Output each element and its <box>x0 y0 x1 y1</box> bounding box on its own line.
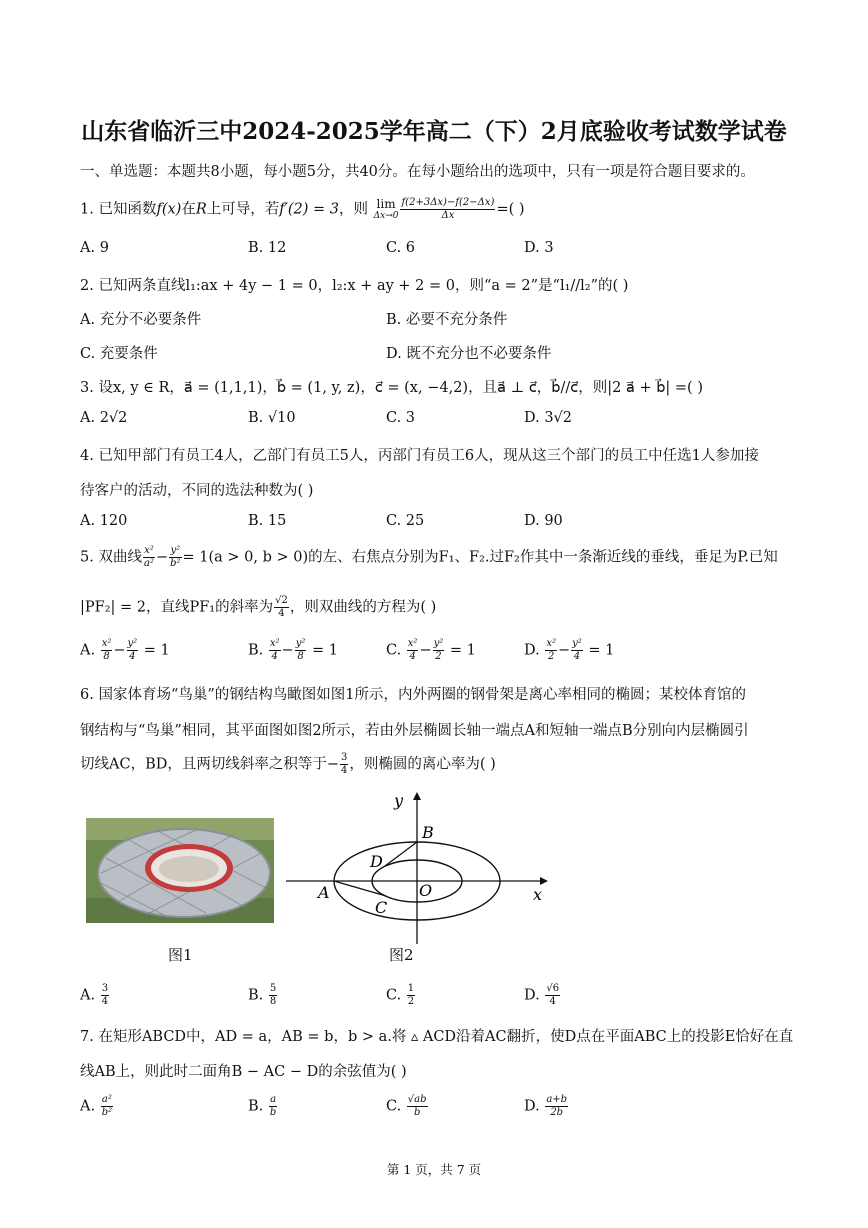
frac-num: 3 <box>341 752 348 763</box>
frac-den: b² <box>170 558 181 569</box>
q5-option-c[interactable]: C. $\frac{\text{x²}}{4}$ − $\frac{\text{y²}}{2}$ = 1 <box>386 638 476 662</box>
q1-condition: f′(2) = 3 <box>279 201 340 218</box>
opt-eq: = 1 <box>311 642 338 659</box>
frac-den: 2b <box>550 1107 564 1118</box>
q6-text: 切线AC，BD，且两切线斜率之积等于− <box>80 756 339 773</box>
q5-text: |PF₂| = 2，直线PF₁的斜率为 <box>80 599 274 616</box>
frac <box>295 638 307 663</box>
frac-num: y² <box>127 638 138 649</box>
opt-eq: = 1 <box>143 642 170 659</box>
opt-label: D. <box>524 642 540 659</box>
frac-num: √6 <box>546 983 560 994</box>
frac-den: a² <box>143 558 154 569</box>
q6-option-a[interactable] <box>80 983 110 1008</box>
label-B: B <box>422 823 434 842</box>
question-7-line-2: 线AB上，则此时二面角B − AC − D的余弦值为( ) <box>80 1064 407 1080</box>
frac-num: 1 <box>407 983 415 994</box>
q5-slope <box>274 595 289 620</box>
frac-num: a² <box>101 1094 112 1105</box>
question-6-line-1: 6. 国家体育场“鸟巢”的钢结构鸟瞰图如图1所示，内外两圈的钢骨架是离心率相同的椭圆；某校体育馆的 <box>80 687 746 703</box>
q4-option-b[interactable]: B. 15 <box>248 513 287 529</box>
label-x: x <box>533 885 543 904</box>
q4-option-a[interactable]: A. 120 <box>80 513 128 529</box>
frac-den: 4 <box>271 651 278 662</box>
frac-num: a <box>270 1094 277 1105</box>
figure-2-caption: 图2 <box>389 946 414 964</box>
opt-label: B. <box>248 1098 264 1115</box>
q1-text: ，则 <box>339 201 369 218</box>
q1-tail: =( ) <box>496 201 525 218</box>
q6-text: ，则椭圆的离心率为( ) <box>349 756 496 773</box>
frac-den: 4 <box>101 996 109 1007</box>
q1-text: 在 <box>181 201 196 218</box>
frac <box>545 638 557 663</box>
q5-frac-y <box>169 545 181 570</box>
question-5-line-2 <box>80 595 436 620</box>
frac-den: b <box>269 1107 277 1118</box>
figure-1-caption: 图1 <box>168 946 193 964</box>
frac <box>545 983 560 1008</box>
page-title: 山东省临沂三中2024-2025学年高二（下）2月底验收考试数学试卷 <box>81 118 787 145</box>
frac-den: 4 <box>341 765 348 776</box>
frac <box>269 638 281 663</box>
frac-den: 4 <box>549 996 556 1007</box>
q1-fraction <box>400 197 495 222</box>
frac-den: 8 <box>297 651 304 662</box>
frac <box>101 983 109 1008</box>
question-5-line-1 <box>80 545 778 570</box>
label-O: O <box>419 881 433 900</box>
frac-num: a+b <box>546 1094 568 1105</box>
q5-option-a[interactable]: A. $\frac{\text{x²}}{8}$ − $\frac{\text{y²}}{4}$ = 1 <box>80 638 170 662</box>
frac-num: y² <box>170 545 181 556</box>
frac-num: x² <box>144 545 154 556</box>
frac <box>545 1094 568 1119</box>
question-4-line-2: 待客户的活动，不同的选法种数为( ) <box>80 483 314 499</box>
q3-option-d[interactable]: D. 3√2 <box>524 410 573 426</box>
frac-num: y² <box>433 638 444 649</box>
q6-option-c[interactable] <box>386 983 416 1008</box>
q1-text: 1. 已知函数 <box>80 201 157 218</box>
q2-option-c[interactable]: C. 充要条件 <box>80 346 158 362</box>
q4-option-d[interactable]: D. 90 <box>524 513 563 529</box>
q1-fx: f(x) <box>156 201 182 218</box>
label-y: y <box>394 791 404 810</box>
frac-num: x² <box>407 638 418 649</box>
q2-option-b[interactable]: B. 必要不充分条件 <box>386 312 508 328</box>
q3-option-c[interactable]: C. 3 <box>386 410 416 426</box>
frac-num: y² <box>295 638 306 649</box>
label-C: C <box>375 898 388 917</box>
tangent-AC <box>334 881 386 896</box>
question-2-stem: 2. 已知两条直线l₁:ax + 4y − 1 = 0，l₂:x + ay + 2 = 0，则“a = 2”是“l₁//l₂”的( ) <box>80 278 629 294</box>
q7-option-d[interactable] <box>524 1094 569 1119</box>
stadium-photo <box>86 818 274 923</box>
q5-option-d[interactable]: D. $\frac{\text{x²}}{2}$ − $\frac{\text{y²}}{4}$ = 1 <box>524 638 615 662</box>
frac-den: 2 <box>435 651 442 662</box>
page-footer: 第 1 页，共 7 页 <box>386 1162 482 1177</box>
q5-option-b[interactable]: B. $\frac{\text{x²}}{4}$ − $\frac{\text{y²}}{8}$ = 1 <box>248 638 338 662</box>
frac-num: f(2+3Δx)−f(2−Δx) <box>401 197 495 208</box>
opt-label: C. <box>386 1098 402 1115</box>
frac-den: b² <box>101 1107 113 1118</box>
x-arrow-icon <box>540 877 548 885</box>
q5-frac-x <box>143 545 155 570</box>
frac-num: x² <box>269 638 280 649</box>
q1-R: R <box>195 201 207 218</box>
opt-label: C. <box>386 987 402 1004</box>
opt-label: B. <box>248 642 264 659</box>
ellipse-diagram <box>282 788 552 948</box>
q2-option-d[interactable]: D. 既不充分也不必要条件 <box>386 346 552 362</box>
opt-label: A. <box>80 1098 96 1115</box>
opt-eq: = 1 <box>449 642 476 659</box>
frac-den: Δx <box>441 210 455 221</box>
frac-den: 8 <box>103 651 110 662</box>
opt-label: D. <box>524 1098 540 1115</box>
lim-label: lim <box>376 196 396 211</box>
q7-option-c[interactable] <box>386 1094 429 1119</box>
lim-sub: Δx→0 <box>373 210 399 221</box>
frac-den: b <box>413 1107 421 1118</box>
frac-num: x² <box>546 638 556 649</box>
question-6-line-2: 钢结构与“鸟巢”相同，其平面图如图2所示，若由外层椭圆长轴一端点A和短轴一端点B分别向内层椭圆引 <box>80 723 749 739</box>
q6-option-b[interactable] <box>248 983 278 1008</box>
frac <box>269 983 277 1008</box>
frac-den: 4 <box>278 608 285 619</box>
question-6-line-3 <box>80 752 496 777</box>
frac-den: 2 <box>407 996 415 1007</box>
opt-label: C. <box>386 642 402 659</box>
opt-eq: = 1 <box>588 642 615 659</box>
frac <box>433 638 445 663</box>
opt-label: B. <box>248 987 264 1004</box>
question-3-stem: 3. 设x, y ∈ R，a⃗ = (1,1,1)，b⃗ = (1, y, z)，c⃗ = (x, −4,2)，且a⃗ ⊥ c⃗，b⃗//c⃗，则|2 a⃗ + b⃗| =( ) <box>80 380 703 396</box>
stadium-photo-image <box>86 818 274 923</box>
frac <box>127 638 139 663</box>
question-7-line-1: 7. 在矩形ABCD中，AD = a，AB = b，b > a.将 ▵ ACD沿着AC翻折，使D点在平面ABC上的投影E恰好在直 <box>80 1029 794 1045</box>
frac <box>407 638 419 663</box>
frac-num: x² <box>101 638 112 649</box>
q1-option-c[interactable]: C. 6 <box>386 240 416 256</box>
q4-option-c[interactable]: C. 25 <box>386 513 425 529</box>
frac <box>101 1094 113 1119</box>
frac <box>407 983 415 1008</box>
question-1-stem <box>80 197 525 222</box>
y-arrow-icon <box>413 792 421 800</box>
section-heading: 一、单选题：本题共8小题，每小题5分，共40分。在每小题给出的选项中，只有一项是符合题目要求的。 <box>80 164 755 180</box>
frac-num: √ab <box>407 1094 427 1105</box>
q1-option-b[interactable]: B. 12 <box>248 240 287 256</box>
frac-den: 4 <box>409 651 416 662</box>
frac <box>269 1094 277 1119</box>
opt-label: A. <box>80 642 96 659</box>
q5-text: 5. 双曲线 <box>80 549 142 566</box>
frac-den: 4 <box>129 651 136 662</box>
q2-option-a[interactable]: A. 充分不必要条件 <box>80 312 202 328</box>
frac-den: 2 <box>547 651 555 662</box>
tangent-BD <box>385 842 417 866</box>
q6-k-frac <box>340 752 348 777</box>
label-A: A <box>318 883 330 902</box>
frac <box>101 638 113 663</box>
q5-minus: − <box>155 549 169 566</box>
opt-label: D. <box>524 987 540 1004</box>
q6-option-d[interactable] <box>524 983 561 1008</box>
frac <box>571 638 583 663</box>
frac-num: 3 <box>101 983 109 994</box>
frac-den: 4 <box>573 651 581 662</box>
q5-text: ，则双曲线的方程为( ) <box>289 599 437 616</box>
q7-option-b[interactable] <box>248 1094 278 1119</box>
q5-text: = 1(a > 0, b > 0)的左、右焦点分别为F₁、F₂.过F₂作其中一条渐近线的垂线，垂足为P.已知 <box>182 549 778 566</box>
q1-option-a[interactable]: A. 9 <box>80 240 109 256</box>
question-4-line-1: 4. 已知甲部门有员工4人，乙部门有员工5人，丙部门有员工6人，现从这三个部门的员工中任选1人参加接 <box>80 448 759 464</box>
q3-option-a[interactable]: A. 2√2 <box>80 410 128 426</box>
q1-option-d[interactable]: D. 3 <box>524 240 554 256</box>
q1-limit <box>374 198 399 222</box>
frac-den: 8 <box>269 996 277 1007</box>
q7-option-a[interactable] <box>80 1094 114 1119</box>
q1-text: 上可导，若 <box>206 201 280 218</box>
opt-label: A. <box>80 987 96 1004</box>
label-D: D <box>370 852 383 871</box>
q3-option-b[interactable]: B. √10 <box>248 410 296 426</box>
frac-num: √2 <box>275 595 288 606</box>
frac-num: 5 <box>269 983 277 994</box>
frac <box>407 1094 428 1119</box>
frac-num: y² <box>572 638 582 649</box>
